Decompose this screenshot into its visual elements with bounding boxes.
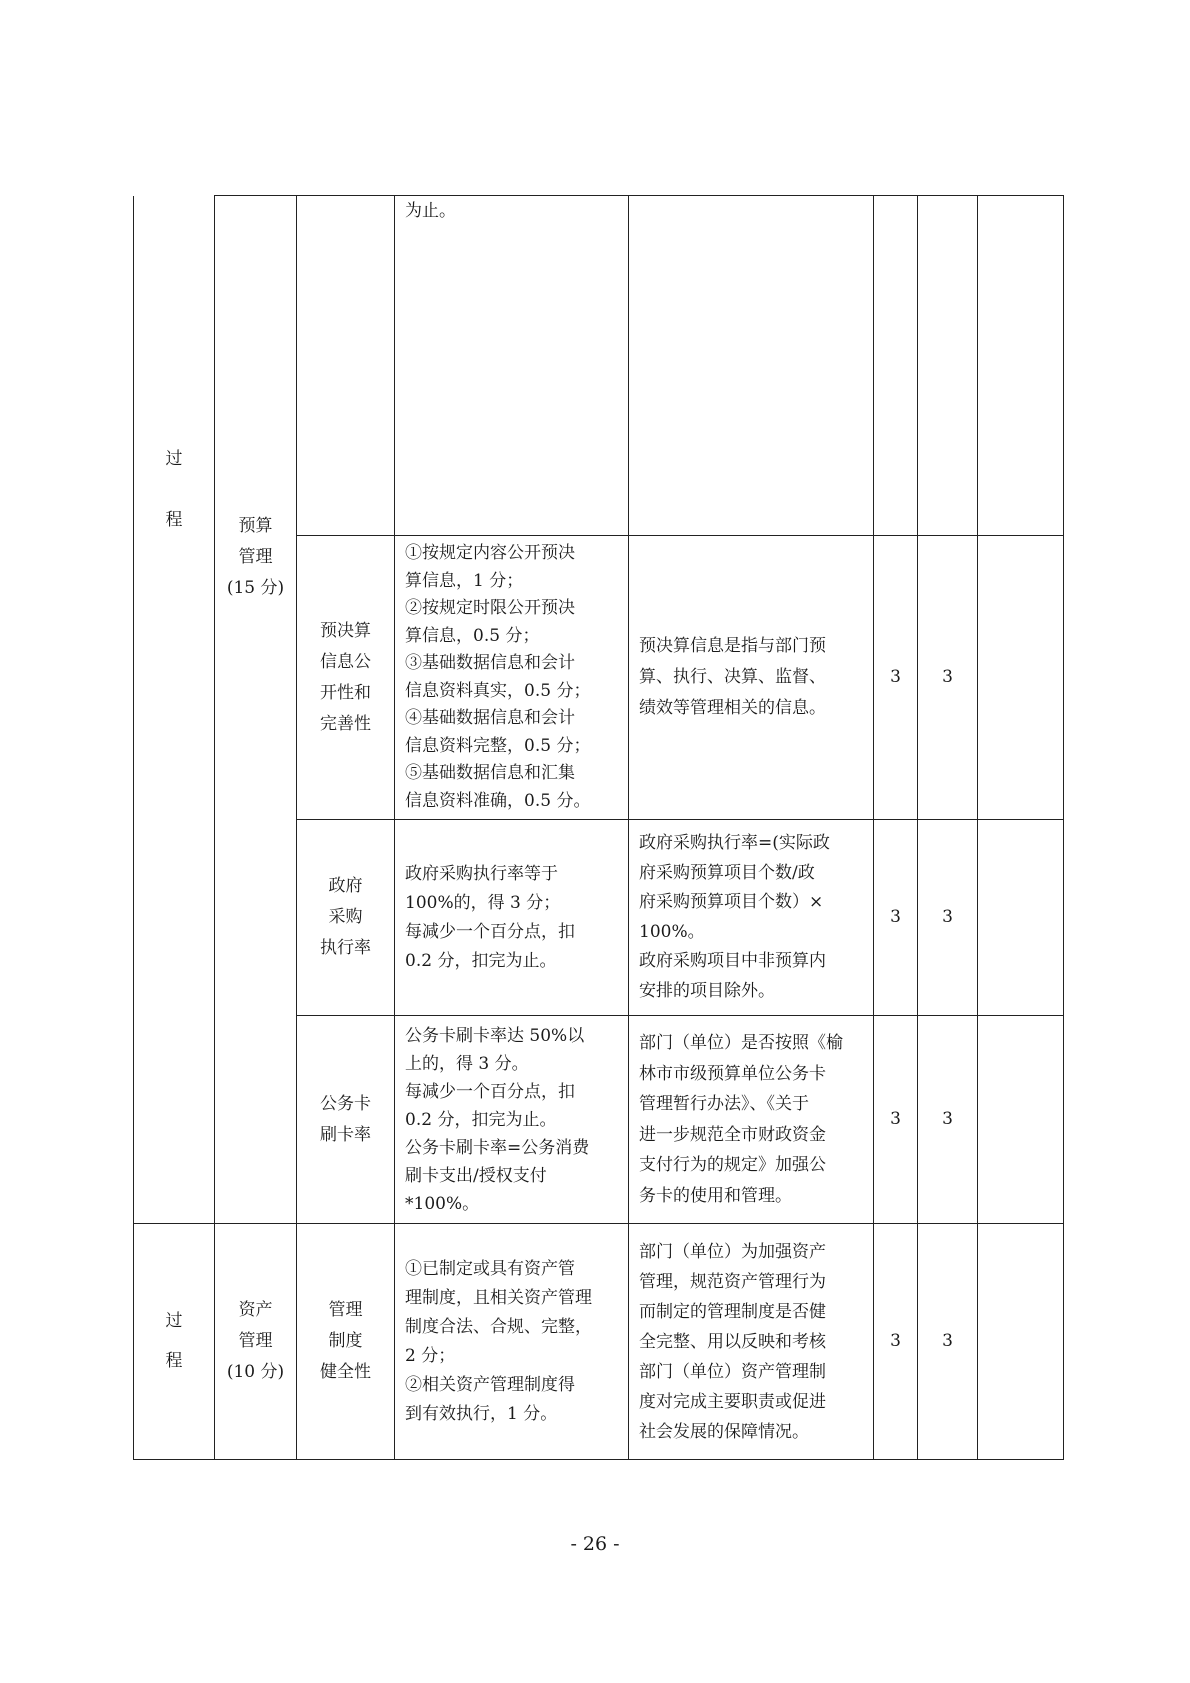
full-score-cell: 3 [874, 536, 918, 820]
criteria-text: ①已制定或具有资产管 理制度，且相关资产管理 制度合法、合规、完整， 2 分； ②相关资产管理制度得 到有效执行，1 分。 [405, 1258, 592, 1424]
criteria-text: 为止。 [405, 201, 456, 221]
full-score-cell: 3 [874, 1016, 918, 1224]
level1-char: 过 [165, 448, 183, 469]
level1-cell [134, 1224, 215, 1460]
indicator-name: 公务卡 刷卡率 [320, 1093, 371, 1145]
explanation-cell [629, 196, 874, 536]
evaluation-table [133, 195, 1064, 1460]
full-score-cell: 3 [874, 820, 918, 1016]
criteria-text: 公务卡刷卡率达 50%以 上的，得 3 分。 每减少一个百分点，扣 0.2 分，扣完为止。 公务卡刷卡率=公务消费 刷卡支出/授权支付 *100%。 [405, 1025, 590, 1214]
notes-cell [978, 196, 1064, 536]
level1-cell [134, 196, 215, 1224]
notes-cell [978, 536, 1064, 820]
score-cell: 3 [918, 820, 978, 1016]
level1-char: 程 [165, 1350, 183, 1371]
table-row [134, 196, 1064, 536]
full-score-cell [874, 196, 918, 536]
indicator-cell [297, 1224, 395, 1460]
indicator-name: 预决算 信息公 开性和 完善性 [320, 620, 371, 734]
indicator-cell [297, 196, 395, 536]
level1-char: 程 [165, 510, 183, 530]
criteria-cell [395, 1224, 629, 1460]
explanation-cell [629, 1224, 874, 1460]
criteria-cell [395, 820, 629, 1016]
full-score-cell: 3 [874, 1224, 918, 1460]
level2-cell [215, 196, 297, 1224]
explanation-cell [629, 820, 874, 1016]
score-cell: 3 [918, 536, 978, 820]
notes-cell [978, 1224, 1064, 1460]
explanation-text: 政府采购执行率=(实际政 府采购预算项目个数/政 府采购预算项目个数）× 100%。 政府采购项目中非预算内 安排的项目除外。 [639, 833, 830, 1001]
level2-label: 资产 管理 (10 分) [226, 1300, 285, 1382]
criteria-text: 政府采购执行率等于 100%的，得 3 分； 每减少一个百分点，扣 0.2 分，扣完为止。 [405, 863, 575, 971]
indicator-name: 政府 采购 执行率 [320, 876, 371, 958]
indicator-cell [297, 820, 395, 1016]
criteria-cell [395, 196, 629, 536]
criteria-text: ①按规定内容公开预决 算信息，1 分； ②按规定时限公开预决 算信息，0.5 分； ③基础数据信息和会计 信息资料真实，0.5 分； ④基础数据信息和会计 信息资料完整，0.5 分； ⑤基础数据信息和汇集 信息资料准确，0.5 分。 [405, 543, 591, 811]
criteria-cell [395, 536, 629, 820]
level1-char: 过 [165, 1311, 183, 1331]
explanation-cell [629, 536, 874, 820]
score-cell: 3 [918, 1016, 978, 1224]
indicator-cell [297, 536, 395, 820]
level2-cell [215, 1224, 297, 1460]
score-cell [918, 196, 978, 536]
explanation-text: 部门（单位）为加强资产 管理，规范资产管理行为 而制定的管理制度是否健 全完整、用以反映和考核 部门（单位）资产管理制 度对完成主要职责或促进 社会发展的保障情况。 [639, 1241, 826, 1442]
criteria-cell [395, 1016, 629, 1224]
table-row [134, 1224, 1064, 1460]
score-cell: 3 [918, 1224, 978, 1460]
level2-label: 预算 管理 (15 分) [226, 516, 285, 598]
page-number: - 26 - [570, 1533, 620, 1555]
explanation-cell [629, 1016, 874, 1224]
indicator-name: 管理 制度 健全性 [320, 1300, 371, 1382]
notes-cell [978, 1016, 1064, 1224]
indicator-cell [297, 1016, 395, 1224]
explanation-text: 部门（单位）是否按照《榆 林市市级预算单位公务卡 管理暂行办法》、《关于 进一步规范全市财政资金 支付行为的规定》加强公 务卡的使用和管理。 [639, 1033, 843, 1206]
explanation-text: 预决算信息是指与部门预 算、执行、决算、监督、 绩效等管理相关的信息。 [639, 636, 826, 718]
notes-cell [978, 820, 1064, 1016]
